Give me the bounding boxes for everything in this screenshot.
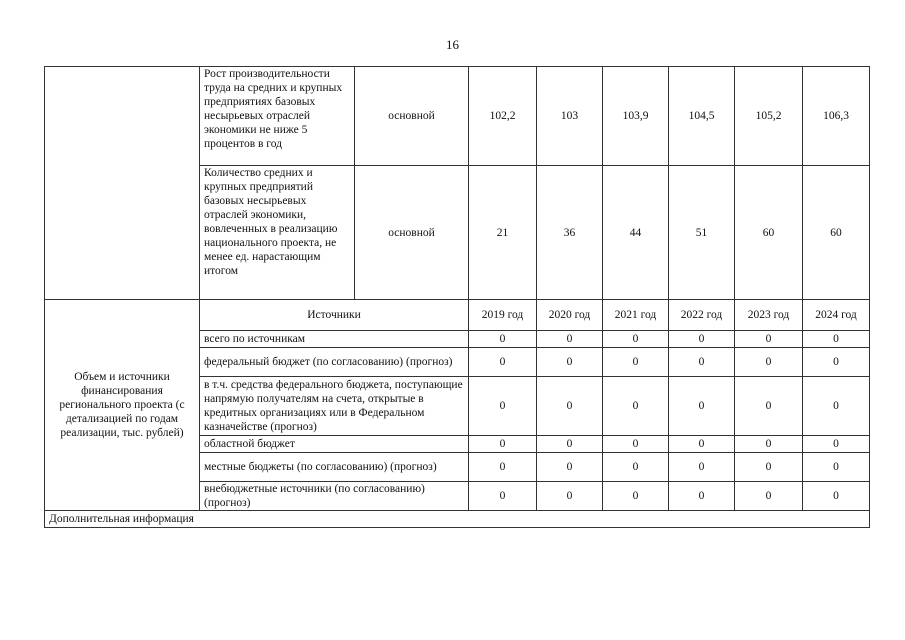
funding-value: 0 bbox=[735, 377, 803, 436]
funding-value: 0 bbox=[603, 436, 669, 453]
indicator-value: 103 bbox=[537, 67, 603, 166]
project-table bbox=[44, 66, 870, 528]
indicator-row bbox=[45, 67, 870, 166]
funding-source-label: федеральный бюджет (по согласованию) (прогноз) bbox=[200, 348, 469, 377]
year-header: 2021 год bbox=[603, 300, 669, 331]
funding-source-label: в т.ч. средства федерального бюджета, поступающие напрямую получателям на счета, открытые в кредитных организациях или в Федеральном казначействе (прогноз) bbox=[200, 377, 469, 436]
funding-value: 0 bbox=[469, 331, 537, 348]
funding-value: 0 bbox=[669, 331, 735, 348]
funding-value: 0 bbox=[735, 436, 803, 453]
indicator-value: 105,2 bbox=[735, 67, 803, 166]
funding-value: 0 bbox=[603, 453, 669, 482]
indicator-value: 44 bbox=[603, 166, 669, 300]
year-header: 2024 год bbox=[803, 300, 870, 331]
funding-value: 0 bbox=[603, 377, 669, 436]
indicator-name: Количество средних и крупных предприятий базовых несырьевых отраслей экономики, вовлеченных в реализацию национального проекта, не менее ед. нарастающим итогом bbox=[200, 166, 355, 300]
indicator-value: 60 bbox=[735, 166, 803, 300]
funding-value: 0 bbox=[469, 377, 537, 436]
funding-value: 0 bbox=[735, 453, 803, 482]
indicator-name: Рост производительности труда на средних и крупных предприятиях базовых несырьевых отраслей экономики не ниже 5 процентов в год bbox=[200, 67, 355, 166]
funding-source-label: внебюджетные источники (по согласованию) (прогноз) bbox=[200, 482, 469, 511]
funding-value: 0 bbox=[735, 348, 803, 377]
page-number: 16 bbox=[446, 37, 459, 52]
funding-value: 0 bbox=[469, 453, 537, 482]
funding-value: 0 bbox=[537, 482, 603, 511]
indicator-value: 102,2 bbox=[469, 67, 537, 166]
funding-value: 0 bbox=[803, 482, 870, 511]
funding-source-label: областной бюджет bbox=[200, 436, 469, 453]
funding-value: 0 bbox=[603, 482, 669, 511]
year-header: 2023 год bbox=[735, 300, 803, 331]
funding-value: 0 bbox=[735, 482, 803, 511]
indicator-blank-cell bbox=[45, 67, 200, 300]
funding-section-label: Объем и источники финансирования регионального проекта (с детализацией по годам реализации, тыс. рублей) bbox=[45, 300, 200, 511]
indicator-value: 106,3 bbox=[803, 67, 870, 166]
funding-value: 0 bbox=[603, 348, 669, 377]
funding-source-label: местные бюджеты (по согласованию) (прогноз) bbox=[200, 453, 469, 482]
funding-value: 0 bbox=[469, 348, 537, 377]
funding-value: 0 bbox=[669, 482, 735, 511]
funding-value: 0 bbox=[803, 436, 870, 453]
funding-value: 0 bbox=[603, 331, 669, 348]
funding-source-label: всего по источникам bbox=[200, 331, 469, 348]
year-header: 2022 год bbox=[669, 300, 735, 331]
funding-value: 0 bbox=[537, 453, 603, 482]
funding-value: 0 bbox=[537, 436, 603, 453]
funding-value: 0 bbox=[537, 377, 603, 436]
funding-value: 0 bbox=[803, 331, 870, 348]
funding-value: 0 bbox=[669, 348, 735, 377]
additional-info-row bbox=[45, 511, 870, 528]
funding-value: 0 bbox=[803, 453, 870, 482]
indicator-value: 103,9 bbox=[603, 67, 669, 166]
funding-value: 0 bbox=[469, 436, 537, 453]
funding-value: 0 bbox=[537, 331, 603, 348]
funding-value: 0 bbox=[803, 348, 870, 377]
year-header: 2019 год bbox=[469, 300, 537, 331]
indicator-value: 51 bbox=[669, 166, 735, 300]
indicator-value: 104,5 bbox=[669, 67, 735, 166]
indicator-value: 21 bbox=[469, 166, 537, 300]
funding-value: 0 bbox=[669, 453, 735, 482]
funding-header-row bbox=[45, 300, 870, 331]
funding-value: 0 bbox=[669, 377, 735, 436]
additional-info-label: Дополнительная информация bbox=[45, 511, 870, 528]
funding-value: 0 bbox=[537, 348, 603, 377]
sources-header: Источники bbox=[200, 300, 469, 331]
funding-value: 0 bbox=[469, 482, 537, 511]
funding-value: 0 bbox=[669, 436, 735, 453]
indicator-value: 36 bbox=[537, 166, 603, 300]
indicator-type: основной bbox=[355, 67, 469, 166]
indicator-type: основной bbox=[355, 166, 469, 300]
year-header: 2020 год bbox=[537, 300, 603, 331]
funding-value: 0 bbox=[803, 377, 870, 436]
funding-value: 0 bbox=[735, 331, 803, 348]
indicator-value: 60 bbox=[803, 166, 870, 300]
